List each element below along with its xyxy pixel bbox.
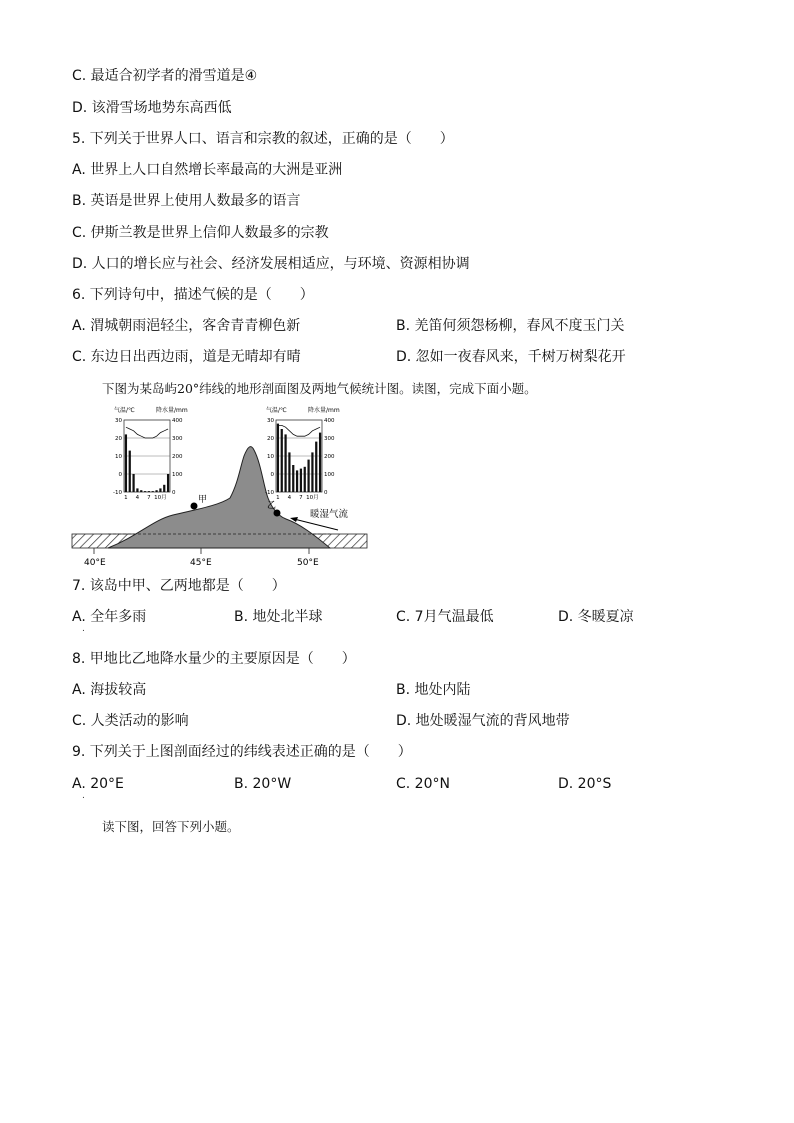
jia-precip-bar	[136, 488, 138, 492]
question-8-option-b: B. 地处内陆	[396, 682, 471, 698]
decorative-dot: .	[82, 624, 85, 634]
question-5-option-a: A. 世界上人口自然增长率最高的大洲是亚洲	[72, 162, 343, 178]
jia-precip-bar	[159, 488, 161, 492]
yi-precip-bar	[292, 465, 294, 492]
label-yi: 乙	[267, 501, 277, 511]
yi-precip-axis-label: 降水量/mm	[308, 407, 340, 414]
jia-temp-tick: 10	[115, 454, 122, 460]
yi-precip-bar	[296, 470, 298, 492]
jia-precip-bar	[152, 491, 154, 492]
lon-label-45: 45°E	[190, 558, 212, 568]
jia-precip-bar	[155, 490, 157, 492]
jia-precip-tick: 100	[172, 472, 183, 478]
yi-temp-tick: 10	[267, 454, 274, 460]
jia-precip-bar	[148, 491, 150, 492]
jia-precip-bar	[163, 485, 165, 492]
yi-temp-curve	[278, 425, 320, 436]
question-5-option-c: C. 伊斯兰教是世界上信仰人数最多的宗教	[72, 225, 329, 241]
question-7-option-a: A. 全年多雨	[72, 609, 147, 625]
yi-temp-tick: 30	[267, 418, 274, 424]
yi-precip-bar	[284, 434, 286, 492]
question-6-option-c: C. 东边日出西边雨，道是无晴却有晴	[72, 349, 301, 365]
yi-precip-tick: 300	[324, 436, 335, 442]
question-6-option-d: D. 忽如一夜春风来，千树万树梨花开	[396, 349, 626, 365]
yi-precip-bar	[277, 424, 279, 492]
option-c-previous: C. 最适合初学者的滑雪道是④	[72, 68, 258, 84]
jia-precip-bar	[144, 491, 146, 492]
yi-precip-bar	[288, 452, 290, 492]
yi-precip-tick: 200	[324, 454, 335, 460]
jia-precip-bar	[129, 451, 131, 492]
jia-precip-bar	[140, 490, 142, 492]
yi-precip-bar	[307, 460, 309, 492]
yi-precip-bar	[300, 469, 302, 492]
jia-precip-bar	[132, 474, 134, 492]
yi-month-tick: 7	[299, 495, 303, 501]
jia-precip-axis-label: 降水量/mm	[156, 407, 188, 414]
yi-month-tick: 1	[276, 495, 280, 501]
jia-temp-tick: 20	[115, 436, 122, 442]
lon-label-50: 50°E	[297, 558, 319, 568]
second-figure-intro: 读下图，回答下列小题。	[102, 819, 240, 834]
question-5-option-b: B. 英语是世界上使用人数最多的语言	[72, 193, 301, 209]
yi-precip-tick: 0	[324, 490, 328, 496]
yi-temp-tick: 20	[267, 436, 274, 442]
question-7-option-b: B. 地处北半球	[234, 609, 323, 625]
question-9-option-a: A. 20°E	[72, 776, 124, 792]
question-9-option-d: D. 20°S	[558, 776, 612, 792]
question-9-option-c: C. 20°N	[396, 776, 450, 792]
yi-month-tick: 10月	[306, 495, 319, 501]
question-7-option-c: C. 7月气温最低	[396, 609, 494, 625]
question-9: 9. 下列关于上图剖面经过的纬线表述正确的是（ ）	[72, 744, 412, 760]
jia-month-tick: 7	[147, 495, 151, 501]
jia-precip-tick: 400	[172, 418, 183, 424]
yi-temp-axis-label: 气温/℃	[266, 407, 287, 414]
question-5-option-d: D. 人口的增长应与社会、经济发展相适应，与环境、资源相协调	[72, 256, 470, 272]
jia-month-tick: 4	[135, 495, 140, 501]
jia-precip-tick: 200	[172, 454, 183, 460]
decorative-dot: .	[82, 791, 85, 801]
island-terrain	[108, 447, 330, 548]
jia-temp-tick: -10	[113, 490, 122, 496]
yi-month-tick: 4	[287, 495, 292, 501]
jia-precip-bar	[125, 434, 127, 492]
question-5: 5. 下列关于世界人口、语言和宗教的叙述，正确的是（ ）	[72, 131, 454, 147]
option-d-previous: D. 该滑雪场地势东高西低	[72, 100, 232, 116]
question-7-option-d: D. 冬暖夏凉	[558, 609, 634, 625]
point-jia-marker	[191, 503, 198, 510]
jia-precip-tick: 300	[172, 436, 183, 442]
jia-month-tick: 1	[124, 495, 128, 501]
question-6-option-b: B. 羌笛何须怨杨柳，春风不度玉门关	[396, 318, 625, 334]
yi-precip-tick: 400	[324, 418, 335, 424]
jia-month-tick: 10月	[154, 495, 167, 501]
jia-precip-bar	[167, 474, 169, 492]
yi-temp-tick: -10	[265, 490, 274, 496]
yi-precip-bar	[319, 433, 321, 492]
terrain-profile-figure	[68, 398, 373, 573]
jia-temp-curve	[126, 427, 168, 438]
jia-temp-tick: 30	[115, 418, 122, 424]
question-8: 8. 甲地比乙地降水量少的主要原因是（ ）	[72, 651, 356, 667]
climate-chart-jia	[113, 406, 188, 501]
yi-precip-tick: 100	[324, 472, 335, 478]
yi-temp-tick: 0	[270, 472, 274, 478]
label-jia: 甲	[198, 495, 208, 505]
question-6: 6. 下列诗句中，描述气候的是（ ）	[72, 287, 314, 303]
question-6-option-a: A. 渭城朝雨浥轻尘，客舍青青柳色新	[72, 318, 301, 334]
jia-precip-tick: 0	[172, 490, 176, 496]
label-airflow: 暖湿气流	[310, 509, 349, 520]
climate-chart-yi	[265, 406, 340, 501]
question-8-option-c: C. 人类活动的影响	[72, 713, 189, 729]
yi-precip-bar	[311, 452, 313, 492]
question-8-option-d: D. 地处暖湿气流的背风地带	[396, 713, 570, 729]
jia-temp-tick: 0	[118, 472, 122, 478]
yi-precip-bar	[304, 467, 306, 492]
yi-precip-bar	[315, 442, 317, 492]
yi-precip-bar	[281, 429, 283, 492]
figure-intro: 下图为某岛屿20°纬线的地形剖面图及两地气候统计图。读图，完成下面小题。	[102, 381, 537, 396]
jia-temp-axis-label: 气温/℃	[114, 407, 135, 414]
lon-label-40: 40°E	[84, 558, 106, 568]
question-8-option-a: A. 海拔较高	[72, 682, 147, 698]
question-9-option-b: B. 20°W	[234, 776, 292, 792]
question-7: 7. 该岛中甲、乙两地都是（ ）	[72, 578, 286, 594]
